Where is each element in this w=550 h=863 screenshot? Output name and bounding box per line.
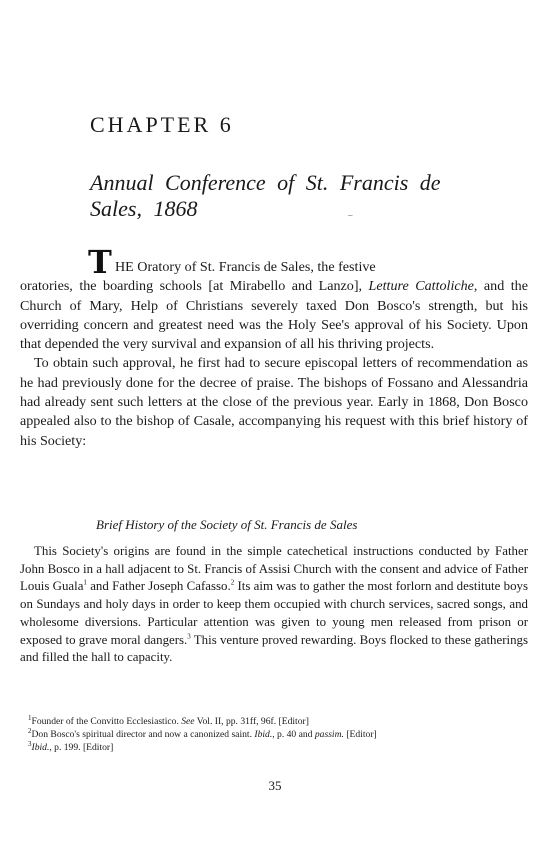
chapter-heading: CHAPTER 6 (90, 112, 234, 137)
paragraph-1 (20, 277, 528, 354)
footnote-ref-3[interactable]: 3 (187, 632, 191, 641)
footnotes (22, 715, 528, 754)
footnote-1 (22, 715, 528, 728)
footnote-3-number: 3 (28, 739, 32, 748)
footnote-1-text-a: Founder of the Convitto Ecclesiastico. (31, 716, 182, 727)
section-heading: Brief History of the Society of St. Francis de Sales (96, 517, 358, 532)
footnote-2-text-c: , p. 40 and (272, 729, 315, 740)
history-text-b: and Father Joseph Cafasso. (86, 579, 231, 594)
paragraph-1-text-b: , and the Church of Mary, Help of Christians severely taxed Don Bosco's strength, but his overriding concern and greatest need was the Holy See's approval of his Society. Upon that depended the very survival and expansion of all his thriving projects. (20, 278, 528, 353)
history-text-c: Its aim was to gather the most forlorn and destitute boys on Sundays and holy days in order to keep them occupied with church services, sacred songs, and wholesome diversions. Particular attention was given to young men released from prison or exposed to grave moral dangers. (20, 579, 528, 647)
footnote-2-passim: passim. (314, 729, 344, 740)
footnote-1-see: See (181, 716, 195, 727)
page-number: 35 (268, 778, 282, 793)
paragraph-1-first-line (20, 243, 528, 281)
chapter-title: Annual Conference of St. Francis de Sales, 1868 (90, 170, 441, 221)
footnote-2 (22, 728, 528, 741)
footnote-2-text-a: Don Bosco's spiritual director and now a canonized saint. (31, 729, 255, 740)
letture-cattoliche: Letture Cattoliche (368, 278, 474, 295)
drop-cap: T (88, 243, 112, 281)
brief-history-paragraph (20, 543, 528, 667)
footnote-2-text-e: [Editor] (343, 729, 377, 740)
footnote-1-text-c: Vol. II, pp. 31ff, 96f. [Editor] (194, 716, 309, 727)
footnote-ref-2[interactable]: 2 (230, 579, 235, 588)
footnote-ref-1[interactable]: 1 (83, 579, 87, 588)
brief-history-text (20, 543, 528, 667)
stray-mark: – (348, 210, 353, 220)
footnote-2-ibid: Ibid. (254, 729, 273, 740)
history-text-a: This Society's origins are found in the simple catechetical instructions conducted by Father John Bosco in a hall adjacent to St. Francis of Assisi Church with the consent and advice of Father Louis Guala (20, 544, 529, 594)
main-text (20, 243, 528, 451)
paragraph-1-opening: HE Oratory of St. Francis de Sales, the festive (115, 259, 376, 275)
footnote-3-ibid: Ibid. (31, 742, 50, 753)
paragraph-2: To obtain such approval, he first had to secure episcopal letters of recommendation as he had previously done for the decree of praise. The bishops of Fossano and Alessandria had already sent such letters at the close of the previous year. Early in 1868, Don Bosco appealed also to the bishop of Casale, accompanying his request with this brief history of his Society: (20, 355, 528, 449)
footnote-2-number: 2 (28, 726, 32, 735)
history-text-d: This venture proved rewarding. Boys flocked to these gatherings and filled the hall to capacity. (20, 632, 529, 665)
footnote-3-text-c: , p. 199. [Editor] (49, 742, 114, 753)
footnote-3 (22, 741, 528, 754)
paragraph-1-text-a: oratories, the boarding schools [at Mirabello and Lanzo], (20, 278, 369, 295)
footnote-1-number: 1 (28, 713, 32, 722)
